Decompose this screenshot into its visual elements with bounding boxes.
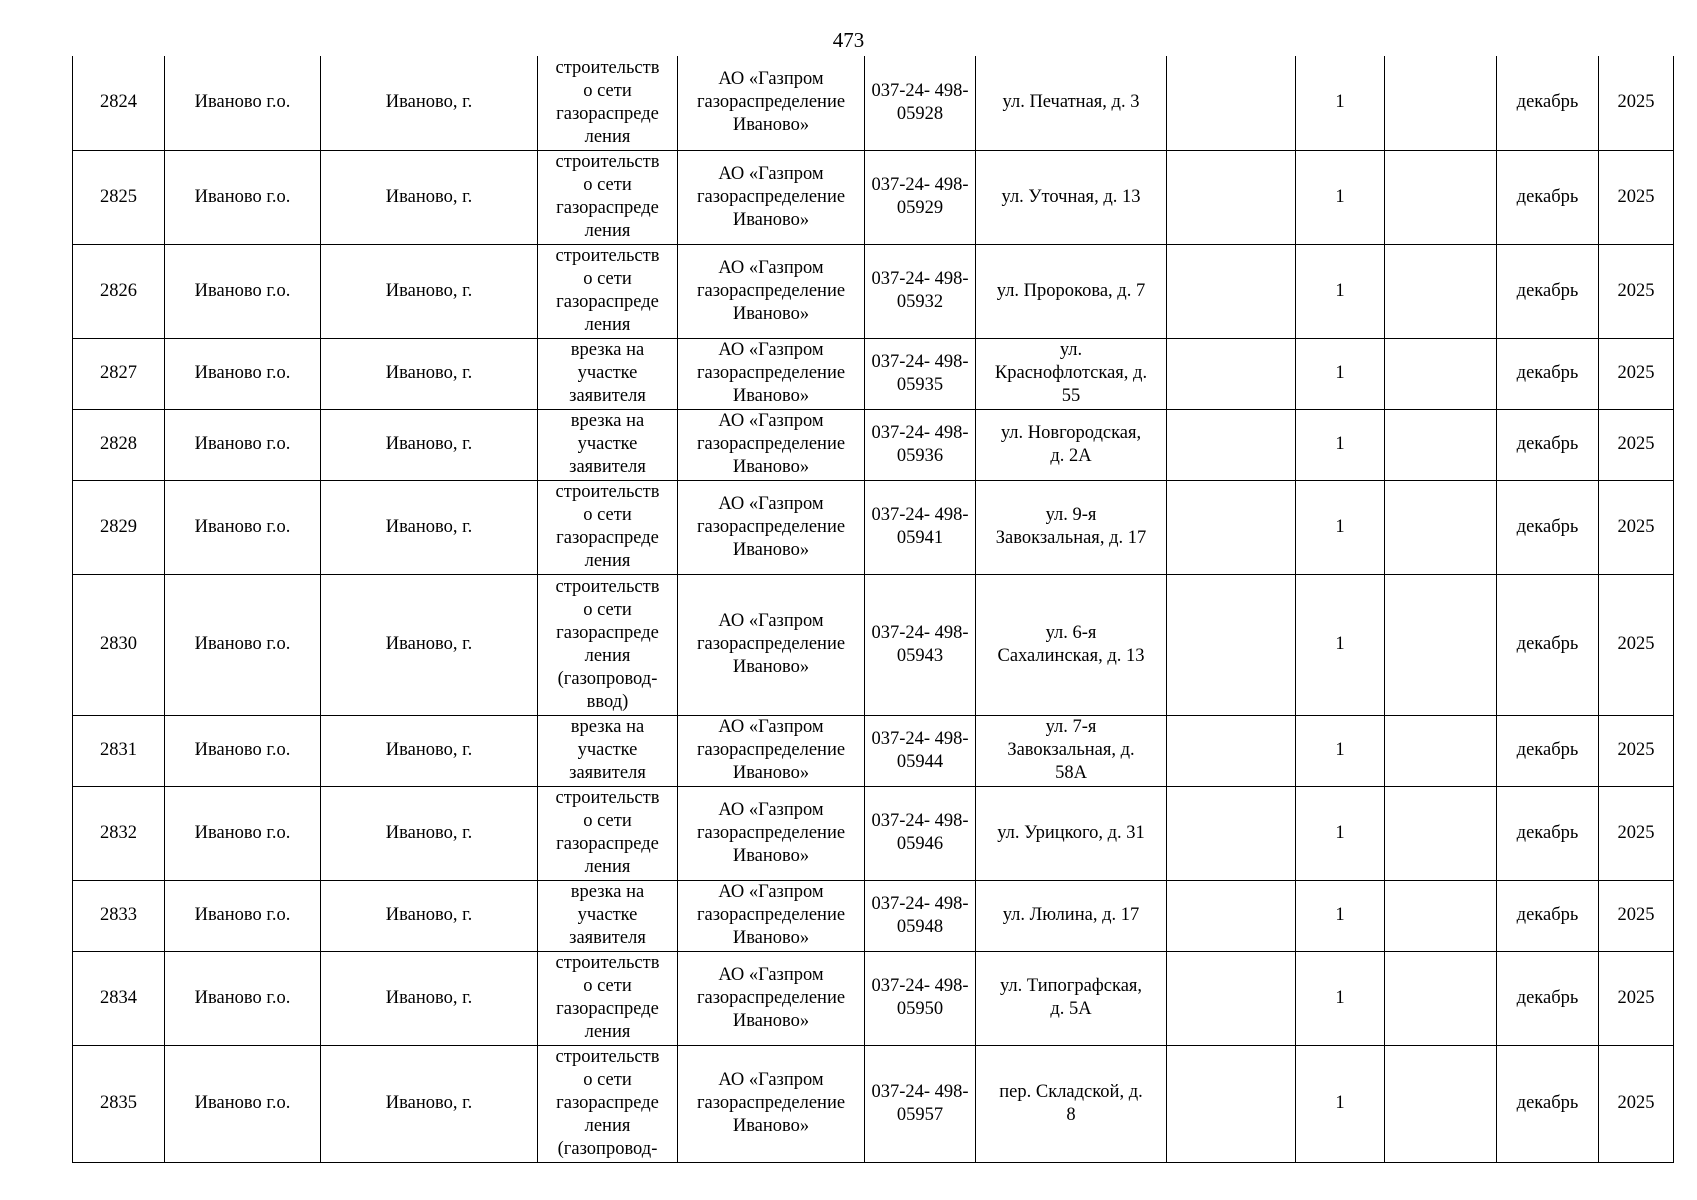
municipality-cell: Иваново г.о. <box>165 150 321 244</box>
year-cell: 2025 <box>1599 150 1674 244</box>
table-row <box>73 1045 1674 1162</box>
municipality-cell: Иваново г.о. <box>165 786 321 880</box>
row-number-cell: 2824 <box>73 56 165 150</box>
settlement-cell: Иваново, г. <box>321 880 538 951</box>
application-code-cell: 037-24- 498-05957 <box>865 1045 976 1162</box>
application-code-cell: 037-24- 498-05944 <box>865 715 976 786</box>
empty-cell <box>1167 409 1296 480</box>
quantity-cell: 1 <box>1296 56 1385 150</box>
quantity-cell: 1 <box>1296 715 1385 786</box>
row-number-cell: 2832 <box>73 786 165 880</box>
address-cell: ул. 6-я Сахалинская, д. 13 <box>976 574 1167 715</box>
settlement-cell: Иваново, г. <box>321 1045 538 1162</box>
month-cell: декабрь <box>1497 574 1599 715</box>
empty-cell <box>1167 244 1296 338</box>
month-cell: декабрь <box>1497 150 1599 244</box>
quantity-cell: 1 <box>1296 786 1385 880</box>
quantity-cell: 1 <box>1296 574 1385 715</box>
table-row <box>73 150 1674 244</box>
work-type-cell: строительств о сети газораспреде ления <box>538 56 678 150</box>
application-code-cell: 037-24- 498-05928 <box>865 56 976 150</box>
work-type-cell: врезка на участке заявителя <box>538 338 678 409</box>
municipality-cell: Иваново г.о. <box>165 409 321 480</box>
year-cell: 2025 <box>1599 951 1674 1045</box>
empty-cell <box>1167 56 1296 150</box>
address-cell: ул. Уточная, д. 13 <box>976 150 1167 244</box>
municipality-cell: Иваново г.о. <box>165 480 321 574</box>
organization-cell: АО «Газпром газораспределение Иваново» <box>678 786 865 880</box>
work-type-cell: строительств о сети газораспреде ления <box>538 150 678 244</box>
empty-cell <box>1167 338 1296 409</box>
year-cell: 2025 <box>1599 574 1674 715</box>
table-row <box>73 409 1674 480</box>
organization-cell: АО «Газпром газораспределение Иваново» <box>678 56 865 150</box>
month-cell: декабрь <box>1497 951 1599 1045</box>
address-cell: пер. Складской, д. 8 <box>976 1045 1167 1162</box>
empty-cell <box>1385 150 1497 244</box>
month-cell: декабрь <box>1497 1045 1599 1162</box>
address-cell: ул. Люлина, д. 17 <box>976 880 1167 951</box>
municipality-cell: Иваново г.о. <box>165 1045 321 1162</box>
row-number-cell: 2833 <box>73 880 165 951</box>
registry-body <box>73 56 1674 1162</box>
municipality-cell: Иваново г.о. <box>165 338 321 409</box>
month-cell: декабрь <box>1497 338 1599 409</box>
empty-cell <box>1167 574 1296 715</box>
empty-cell <box>1385 480 1497 574</box>
work-type-cell: врезка на участке заявителя <box>538 409 678 480</box>
municipality-cell: Иваново г.о. <box>165 244 321 338</box>
municipality-cell: Иваново г.о. <box>165 951 321 1045</box>
settlement-cell: Иваново, г. <box>321 951 538 1045</box>
municipality-cell: Иваново г.о. <box>165 574 321 715</box>
municipality-cell: Иваново г.о. <box>165 880 321 951</box>
empty-cell <box>1385 409 1497 480</box>
work-type-cell: строительств о сети газораспреде ления <box>538 244 678 338</box>
municipality-cell: Иваново г.о. <box>165 715 321 786</box>
settlement-cell: Иваново, г. <box>321 244 538 338</box>
row-number-cell: 2831 <box>73 715 165 786</box>
month-cell: декабрь <box>1497 480 1599 574</box>
row-number-cell: 2828 <box>73 409 165 480</box>
settlement-cell: Иваново, г. <box>321 715 538 786</box>
empty-cell <box>1385 338 1497 409</box>
application-code-cell: 037-24- 498-05946 <box>865 786 976 880</box>
year-cell: 2025 <box>1599 1045 1674 1162</box>
application-code-cell: 037-24- 498-05929 <box>865 150 976 244</box>
year-cell: 2025 <box>1599 880 1674 951</box>
year-cell: 2025 <box>1599 409 1674 480</box>
table-row <box>73 786 1674 880</box>
settlement-cell: Иваново, г. <box>321 409 538 480</box>
month-cell: декабрь <box>1497 409 1599 480</box>
row-number-cell: 2835 <box>73 1045 165 1162</box>
quantity-cell: 1 <box>1296 1045 1385 1162</box>
year-cell: 2025 <box>1599 244 1674 338</box>
organization-cell: АО «Газпром газораспределение Иваново» <box>678 880 865 951</box>
table-row <box>73 480 1674 574</box>
quantity-cell: 1 <box>1296 480 1385 574</box>
work-type-cell: врезка на участке заявителя <box>538 715 678 786</box>
empty-cell <box>1385 244 1497 338</box>
work-type-cell: врезка на участке заявителя <box>538 880 678 951</box>
organization-cell: АО «Газпром газораспределение Иваново» <box>678 150 865 244</box>
quantity-cell: 1 <box>1296 244 1385 338</box>
year-cell: 2025 <box>1599 56 1674 150</box>
address-cell: ул. Типографская, д. 5А <box>976 951 1167 1045</box>
address-cell: ул. 7-я Завокзальная, д. 58А <box>976 715 1167 786</box>
quantity-cell: 1 <box>1296 338 1385 409</box>
application-code-cell: 037-24- 498-05935 <box>865 338 976 409</box>
address-cell: ул. Печатная, д. 3 <box>976 56 1167 150</box>
application-code-cell: 037-24- 498-05948 <box>865 880 976 951</box>
address-cell: ул. Новгородская, д. 2А <box>976 409 1167 480</box>
row-number-cell: 2830 <box>73 574 165 715</box>
year-cell: 2025 <box>1599 480 1674 574</box>
empty-cell <box>1385 951 1497 1045</box>
year-cell: 2025 <box>1599 338 1674 409</box>
empty-cell <box>1167 715 1296 786</box>
address-cell: ул. 9-я Завокзальная, д. 17 <box>976 480 1167 574</box>
empty-cell <box>1167 880 1296 951</box>
application-code-cell: 037-24- 498-05941 <box>865 480 976 574</box>
empty-cell <box>1385 880 1497 951</box>
empty-cell <box>1385 56 1497 150</box>
quantity-cell: 1 <box>1296 150 1385 244</box>
application-code-cell: 037-24- 498-05943 <box>865 574 976 715</box>
year-cell: 2025 <box>1599 786 1674 880</box>
table-row <box>73 338 1674 409</box>
organization-cell: АО «Газпром газораспределение Иваново» <box>678 409 865 480</box>
application-code-cell: 037-24- 498-05950 <box>865 951 976 1045</box>
municipality-cell: Иваново г.о. <box>165 56 321 150</box>
settlement-cell: Иваново, г. <box>321 150 538 244</box>
empty-cell <box>1167 1045 1296 1162</box>
settlement-cell: Иваново, г. <box>321 338 538 409</box>
table-row <box>73 244 1674 338</box>
work-type-cell: строительств о сети газораспреде ления <box>538 786 678 880</box>
month-cell: декабрь <box>1497 715 1599 786</box>
month-cell: декабрь <box>1497 244 1599 338</box>
empty-cell <box>1385 574 1497 715</box>
registry-table <box>72 56 1674 1163</box>
organization-cell: АО «Газпром газораспределение Иваново» <box>678 480 865 574</box>
empty-cell <box>1167 480 1296 574</box>
page-number: 473 <box>832 28 865 52</box>
month-cell: декабрь <box>1497 56 1599 150</box>
organization-cell: АО «Газпром газораспределение Иваново» <box>678 574 865 715</box>
quantity-cell: 1 <box>1296 951 1385 1045</box>
work-type-cell: строительств о сети газораспреде ления (газопровод- <box>538 1045 678 1162</box>
table-row <box>73 574 1674 715</box>
table-row <box>73 715 1674 786</box>
quantity-cell: 1 <box>1296 880 1385 951</box>
organization-cell: АО «Газпром газораспределение Иваново» <box>678 715 865 786</box>
organization-cell: АО «Газпром газораспределение Иваново» <box>678 1045 865 1162</box>
quantity-cell: 1 <box>1296 409 1385 480</box>
table-row <box>73 880 1674 951</box>
table-row <box>73 951 1674 1045</box>
address-cell: ул. Урицкого, д. 31 <box>976 786 1167 880</box>
empty-cell <box>1385 715 1497 786</box>
application-code-cell: 037-24- 498-05932 <box>865 244 976 338</box>
row-number-cell: 2829 <box>73 480 165 574</box>
work-type-cell: строительств о сети газораспреде ления (газопровод- ввод) <box>538 574 678 715</box>
settlement-cell: Иваново, г. <box>321 574 538 715</box>
table-row <box>73 56 1674 150</box>
empty-cell <box>1385 1045 1497 1162</box>
empty-cell <box>1167 951 1296 1045</box>
settlement-cell: Иваново, г. <box>321 786 538 880</box>
month-cell: декабрь <box>1497 880 1599 951</box>
work-type-cell: строительств о сети газораспреде ления <box>538 480 678 574</box>
organization-cell: АО «Газпром газораспределение Иваново» <box>678 951 865 1045</box>
organization-cell: АО «Газпром газораспределение Иваново» <box>678 244 865 338</box>
application-code-cell: 037-24- 498-05936 <box>865 409 976 480</box>
empty-cell <box>1167 786 1296 880</box>
work-type-cell: строительств о сети газораспреде ления <box>538 951 678 1045</box>
row-number-cell: 2826 <box>73 244 165 338</box>
month-cell: декабрь <box>1497 786 1599 880</box>
empty-cell <box>1385 786 1497 880</box>
row-number-cell: 2827 <box>73 338 165 409</box>
year-cell: 2025 <box>1599 715 1674 786</box>
organization-cell: АО «Газпром газораспределение Иваново» <box>678 338 865 409</box>
settlement-cell: Иваново, г. <box>321 56 538 150</box>
empty-cell <box>1167 150 1296 244</box>
row-number-cell: 2834 <box>73 951 165 1045</box>
address-cell: ул. Краснофлотская, д. 55 <box>976 338 1167 409</box>
address-cell: ул. Пророкова, д. 7 <box>976 244 1167 338</box>
settlement-cell: Иваново, г. <box>321 480 538 574</box>
row-number-cell: 2825 <box>73 150 165 244</box>
